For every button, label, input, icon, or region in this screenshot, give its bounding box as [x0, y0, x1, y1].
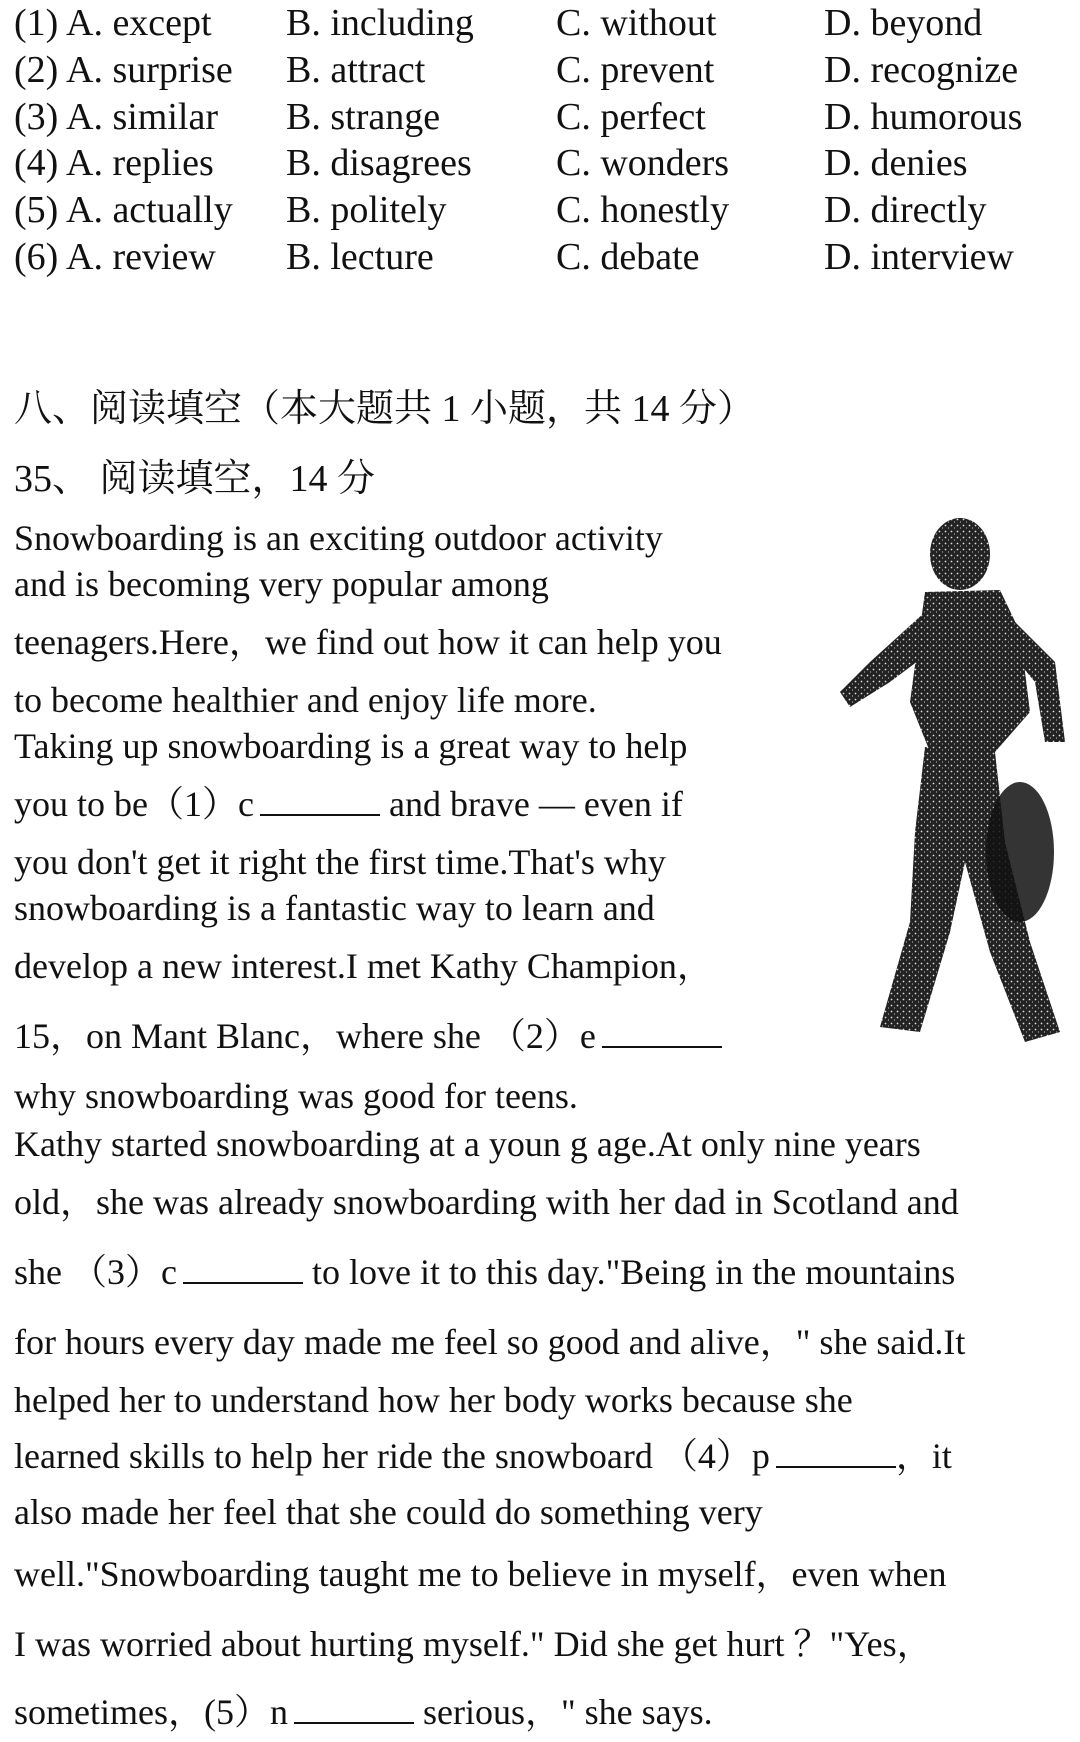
answer-blank-3[interactable]	[183, 1252, 303, 1284]
passage-line: well."Snowboarding taught me to believe in myself，even when	[14, 1554, 947, 1594]
option-number: (4)	[14, 142, 59, 184]
option-c: C. wonders	[556, 142, 730, 184]
snowboarder-illustration	[830, 512, 1070, 1052]
option-d: D. recognize	[824, 49, 1019, 91]
option-a: A. review	[66, 236, 216, 278]
question-title: 35、 阅读填空，14 分	[14, 458, 376, 500]
passage-line: she （3）c to love it to this day."Being in the mountains	[14, 1252, 956, 1292]
option-a: A. replies	[66, 142, 214, 184]
option-a: A. actually	[66, 189, 233, 231]
option-c: C. without	[556, 2, 717, 44]
passage-line: Snowboarding is an exciting outdoor activity	[14, 518, 663, 558]
passage-line: snowboarding is a fantastic way to learn and	[14, 888, 655, 928]
passage-line: Kathy started snowboarding at a youn g age.At only nine years	[14, 1124, 921, 1164]
answer-blank-2[interactable]	[602, 1016, 722, 1048]
option-c: C. prevent	[556, 49, 715, 91]
passage-line: learned skills to help her ride the snowboard （4）p ，it	[14, 1436, 952, 1476]
option-c: C. perfect	[556, 96, 706, 138]
option-d: D. humorous	[824, 96, 1023, 138]
option-b: B. lecture	[286, 236, 434, 278]
option-a: A. except	[66, 2, 212, 44]
option-b: B. politely	[286, 189, 447, 231]
option-b: B. disagrees	[286, 142, 472, 184]
passage-line: also made her feel that she could do something very	[14, 1492, 763, 1532]
option-number: (6)	[14, 236, 59, 278]
passage-line: you don't get it right the first time.That's why	[14, 842, 666, 882]
passage-line: sometimes，(5）n serious，" she says.	[14, 1692, 713, 1732]
answer-blank-4[interactable]	[776, 1436, 896, 1468]
passage-line: old，she was already snowboarding with her dad in Scotland and	[14, 1182, 959, 1222]
passage-line: 15，on Mant Blanc，where she （2）e	[14, 1014, 722, 1058]
passage-line: you to be（1）c and brave — even if	[14, 784, 683, 824]
option-d: D. beyond	[824, 2, 983, 44]
passage-line: develop a new interest.I met Kathy Champion，	[14, 946, 713, 986]
option-number: (2)	[14, 49, 59, 91]
option-number: (5)	[14, 189, 59, 231]
option-b: B. including	[286, 2, 474, 44]
option-number: (3)	[14, 96, 59, 138]
option-a: A. surprise	[66, 49, 233, 91]
section-heading: 八、阅读填空（本大题共 1 小题，共 14 分）	[14, 388, 756, 430]
passage-line: why snowboarding was good for teens.	[14, 1076, 578, 1116]
option-c: C. honestly	[556, 189, 730, 231]
passage-line: I was worried about hurting myself." Did she get hurt ？"Yes，	[14, 1624, 933, 1664]
passage-line: and is becoming very popular among	[14, 564, 549, 604]
option-a: A. similar	[66, 96, 218, 138]
option-b: B. strange	[286, 96, 441, 138]
answer-blank-5[interactable]	[294, 1692, 414, 1724]
passage-line: Taking up snowboarding is a great way to help	[14, 726, 688, 766]
answer-blank-1[interactable]	[260, 784, 380, 816]
passage-line: helped her to understand how her body works because she	[14, 1380, 853, 1420]
option-c: C. debate	[556, 236, 700, 278]
passage-line: for hours every day made me feel so good and alive，" she said.It	[14, 1322, 966, 1362]
passage-line: teenagers.Here，we find out how it can help you	[14, 622, 722, 662]
option-number: (1)	[14, 2, 59, 44]
option-d: D. interview	[824, 236, 1014, 278]
option-d: D. denies	[824, 142, 968, 184]
option-b: B. attract	[286, 49, 426, 91]
passage-line: to become healthier and enjoy life more.	[14, 680, 597, 720]
option-d: D. directly	[824, 189, 987, 231]
